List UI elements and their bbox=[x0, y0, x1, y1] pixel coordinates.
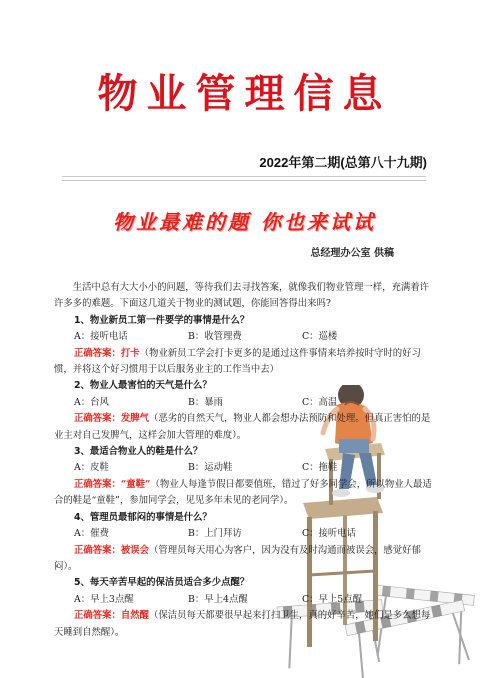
quiz-question-3 bbox=[54, 444, 435, 510]
answer-label: 正确答案： bbox=[74, 347, 121, 359]
option-a: A：台风 bbox=[74, 396, 109, 408]
question-options bbox=[54, 329, 435, 345]
option-b: B：早上4点醒 bbox=[188, 593, 248, 605]
article-author: 总经理办公室 供稿 bbox=[310, 248, 394, 259]
correct-answer bbox=[54, 346, 435, 379]
option-c: C：拖鞋 bbox=[302, 462, 338, 474]
answer-explanation: （物业人每逢节假日都要值班，错过了好多同学会，所以物业人最适合的鞋是“童鞋”，参加同学会，见见多年未见的老同学）。 bbox=[54, 478, 432, 507]
option-c: C：巡楼 bbox=[302, 331, 338, 343]
question-text: 5、每天辛苦早起的保洁员适合多少点醒？ bbox=[74, 577, 250, 589]
issue-number: 2022年第二期(总第八十九期) bbox=[259, 155, 427, 170]
divider-line bbox=[62, 180, 426, 181]
option-a: A：皮鞋 bbox=[74, 462, 109, 474]
option-c: C：早上5点醒 bbox=[302, 593, 363, 605]
option-c: C：接听电话 bbox=[302, 528, 357, 540]
answer-explanation: （恶劣的自然天气，物业人都会想办法预防和处理。但真正害怕的是业主对自己发脾气，这样会加大管理的难度）。 bbox=[54, 413, 431, 441]
article-intro: 生活中总有大大小小的问题，等待我们去寻找答案，就像我们物业管理一样，充满着许许多多的难题。下面这几道关于物业的测试题，你能回答得出来吗? bbox=[54, 282, 430, 310]
answer-key: “童鞋” bbox=[120, 478, 151, 490]
question-text: 3、最适合物业人的鞋是什么？ bbox=[74, 446, 203, 458]
question-options bbox=[54, 526, 435, 542]
correct-answer bbox=[54, 608, 435, 641]
quiz-question-1 bbox=[54, 313, 435, 379]
correct-answer bbox=[54, 411, 435, 444]
answer-key: 打卡 bbox=[120, 347, 140, 359]
answer-label: 正确答案： bbox=[74, 478, 121, 490]
quiz-question-2 bbox=[54, 378, 435, 444]
option-a: A：催费 bbox=[74, 528, 109, 540]
question-text: 4、管理员最郁闷的事情是什么？ bbox=[74, 511, 212, 523]
question-options bbox=[54, 592, 435, 608]
answer-explanation: （管理员每天用心为客户，因为没有及时沟通而被误会，感觉好郁闷）。 bbox=[54, 544, 421, 572]
correct-answer bbox=[54, 543, 435, 576]
question-options bbox=[54, 460, 435, 476]
answer-key: 被误会 bbox=[120, 544, 150, 556]
answer-label: 正确答案： bbox=[74, 610, 121, 622]
question-text: 2、物业人最害怕的天气是什么？ bbox=[74, 380, 212, 392]
option-a: A：早上3点醒 bbox=[74, 593, 134, 605]
option-b: B：上门拜访 bbox=[188, 528, 242, 540]
question-options bbox=[54, 395, 435, 411]
answer-label: 正确答案： bbox=[74, 544, 121, 556]
masthead-title: 物业管理信息 bbox=[97, 71, 392, 117]
correct-answer bbox=[54, 477, 435, 510]
divider-line bbox=[62, 176, 426, 177]
quiz-question-4 bbox=[54, 510, 435, 576]
option-b: B：暴雨 bbox=[188, 396, 224, 408]
article-body bbox=[54, 280, 435, 641]
answer-key: 发脾气 bbox=[120, 413, 150, 425]
article-title: 物业最难的题 你也来试试 bbox=[113, 210, 376, 234]
answer-key: 自然醒 bbox=[120, 610, 150, 622]
option-c: C：高温 bbox=[302, 396, 338, 408]
quiz-question-5 bbox=[54, 575, 435, 641]
answer-label: 正确答案： bbox=[74, 413, 121, 425]
answer-explanation: （物业新员工学会打卡更多的是通过这件事情来培养按时守时的好习惯，并将这个好习惯用于以后服务业主的工作当中去） bbox=[54, 347, 421, 376]
option-b: B：收管理费 bbox=[188, 331, 242, 343]
question-text: 1、物业新员工第一件要学的事情是什么？ bbox=[74, 314, 250, 326]
answer-explanation: （保洁员每天都要很早起来打扫卫生，真的好辛苦，她们是多么想每天睡到自然醒）。 bbox=[54, 610, 431, 638]
option-b: B：运动鞋 bbox=[188, 462, 233, 474]
option-a: A：接听电话 bbox=[74, 331, 128, 343]
